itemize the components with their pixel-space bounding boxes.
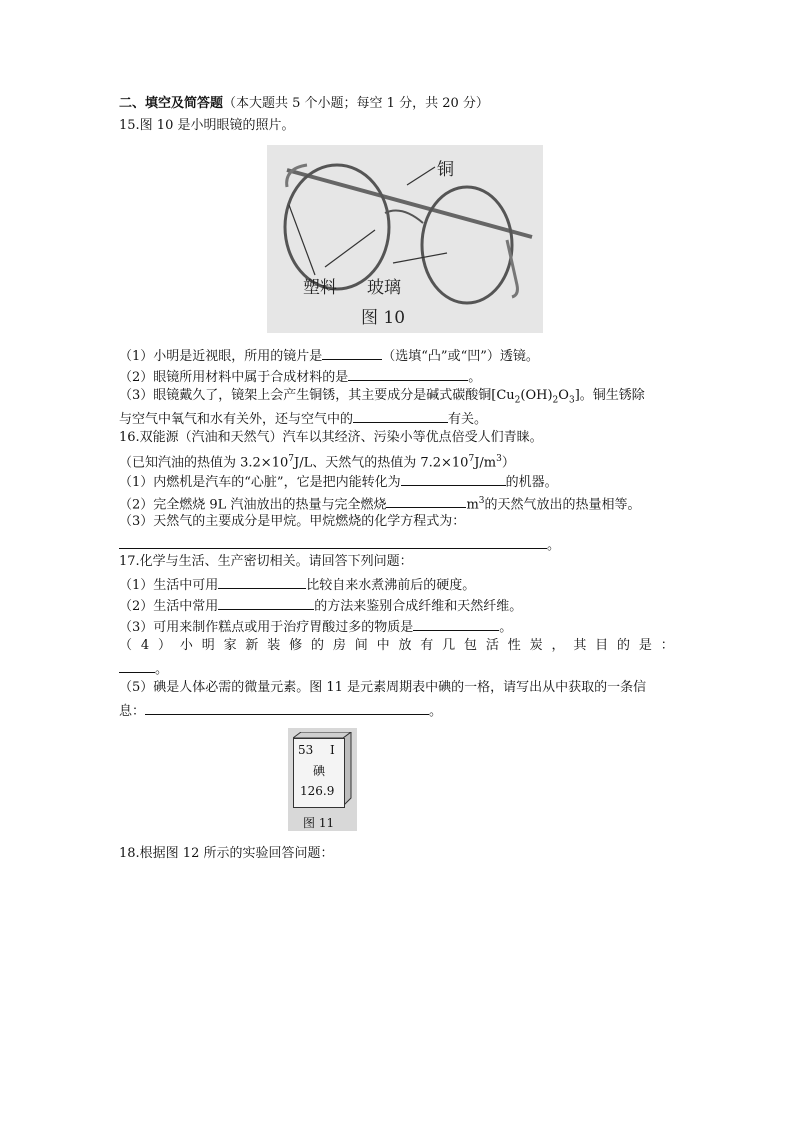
q17-part4-char: 装	[267, 638, 281, 653]
q16-given	[119, 450, 515, 472]
q17-part5: （5）碘是人体必需的微量元素。图 11 是元素周期表中碘的一格，请写出从中获取的一条信	[119, 680, 647, 695]
element-symbol: I	[330, 743, 335, 757]
q17-part4-char: 中	[376, 638, 390, 653]
q17-part4-char: 放	[398, 638, 412, 653]
q17-part4-char: 新	[245, 638, 259, 653]
q17-part4-char: 目	[595, 638, 609, 653]
q17-part5-line2-text: 息：	[119, 704, 146, 719]
q16-blank-1[interactable]	[401, 471, 506, 486]
q16-given-text-d: ）	[501, 455, 515, 471]
q16-blank-2[interactable]	[386, 493, 466, 508]
q15-formula-o: O	[558, 388, 569, 403]
q16-part2	[119, 492, 641, 514]
q15-stem: 15.图 10 是小明眼镜的照片。	[119, 118, 295, 133]
q17-part4-answer-line	[119, 658, 168, 679]
q15-blank-3[interactable]	[353, 408, 448, 423]
q17-blank-2[interactable]	[218, 595, 314, 610]
q17-part5-line2-end: 。	[429, 704, 443, 719]
section-title: 二、填空及简答题	[119, 96, 224, 111]
q17-part1-text: （1）生活中可用	[119, 578, 219, 593]
q16-given-text-b: J/L、天然气的热值为 7.2×10	[293, 455, 469, 471]
q16-part2-text: （2）完全燃烧 9L 汽油放出的热量与完全燃烧	[119, 497, 387, 513]
q16-given-text-c: J/m	[474, 455, 497, 471]
q15-formula-oh: (OH)	[520, 388, 553, 403]
q17-part4-char: 其	[573, 638, 587, 653]
q17-stem: 17.化学与生活、生产密切相关。请回答下列问题：	[119, 554, 413, 569]
q15-blank-2[interactable]	[348, 366, 468, 381]
q15-part1-text-end: （选填“凸”或“凹”）透镜。	[382, 349, 539, 364]
q17-part4-char: ）	[157, 638, 171, 653]
q16-part2-unit: m	[466, 497, 479, 513]
q16-part3-end: 。	[547, 538, 561, 553]
label-copper: 铜	[437, 160, 454, 180]
label-glass: 玻璃	[367, 278, 401, 298]
q17-part4-char: 修	[289, 638, 303, 653]
q17-part4-char: 的	[617, 638, 631, 653]
q17-part4-char: ，	[551, 638, 565, 653]
label-plastic: 塑料	[303, 278, 337, 298]
q16-part2-exp: 3	[478, 496, 485, 506]
q17-part4-char: 房	[332, 638, 346, 653]
figure-11-iodine-element	[288, 728, 357, 831]
element-name: 碘	[313, 764, 326, 778]
q15-part1	[119, 345, 539, 366]
q17-part4-char: 家	[223, 638, 237, 653]
q17-part2	[119, 595, 522, 616]
q15-formula-sub1: 2	[514, 395, 521, 406]
q15-part2-text: （2）眼镜所用材料中属于合成材料的是	[119, 370, 349, 385]
q17-part4-char: 是	[638, 638, 652, 653]
q16-given-exp2: 7	[468, 454, 475, 464]
q17-blank-4[interactable]	[119, 658, 155, 673]
q17-part5-line2	[119, 700, 442, 721]
q17-part4-end: 。	[155, 662, 169, 677]
q15-part3-line2-text: 与空气中氧气和水有关外，还与空气中的	[119, 412, 354, 427]
q17-part4-char: 炭	[529, 638, 543, 653]
q17-part4-char: 的	[311, 638, 325, 653]
q17-part4-char: ：	[660, 638, 674, 653]
q15-part3	[119, 387, 645, 410]
q16-part2-text-end: 的天然气放出的热量相等。	[484, 497, 641, 513]
q17-part3	[119, 616, 512, 637]
q17-part4-char: 明	[201, 638, 215, 653]
section-heading	[119, 95, 489, 113]
q17-part4-char: 包	[464, 638, 478, 653]
q15-part3-line2-end: 有关。	[448, 412, 488, 427]
q16-part3: （3）天然气的主要成分是甲烷。甲烷燃烧的化学方程式为：	[119, 514, 466, 529]
q17-blank-3[interactable]	[413, 616, 499, 631]
q15-part1-text: （1）小明是近视眼，所用的镜片是	[119, 349, 323, 364]
q15-part2	[119, 366, 481, 387]
q17-blank-5[interactable]	[145, 700, 429, 715]
q15-formula-sub3: 3	[568, 395, 575, 406]
q16-blank-3[interactable]	[119, 534, 547, 549]
q16-part3-answer-line	[119, 534, 560, 555]
q17-part4-char: 有	[420, 638, 434, 653]
q17-part4-char: （	[119, 638, 133, 653]
element-cell	[293, 738, 345, 808]
q16-given-exp1: 7	[288, 454, 294, 464]
q17-part2-text: （2）生活中常用	[119, 599, 219, 614]
q15-part3-text-end: ]。铜生锈除	[574, 388, 645, 403]
section-note: （本大题共 5 个小题；每空 1 分，共 20 分）	[223, 96, 489, 111]
atomic-mass: 126.9	[300, 784, 335, 798]
q17-blank-1[interactable]	[218, 574, 306, 589]
q17-part3-text: （3）可用来制作糕点或用于治疗胃酸过多的物质是	[119, 620, 414, 635]
q16-part1	[119, 471, 558, 492]
q16-part1-text-end: 的机器。	[505, 475, 558, 490]
q17-part4-char: 几	[442, 638, 456, 653]
q17-part4	[119, 637, 674, 655]
atomic-number: 53	[298, 743, 314, 757]
q17-part3-text-end: 。	[499, 620, 513, 635]
q17-part4-char: 小	[179, 638, 193, 653]
q16-given-exp3: 3	[496, 454, 502, 464]
figure-10-glasses-photo	[267, 145, 543, 333]
q17-part2-text-end: 的方法来鉴别合成纤维和天然纤维。	[314, 599, 523, 614]
q15-part3-line2	[119, 408, 487, 429]
q15-blank-1[interactable]	[322, 345, 382, 360]
q17-part1-text-end: 比较自来水煮沸前后的硬度。	[306, 578, 476, 593]
q17-part4-char: 间	[354, 638, 368, 653]
q16-part1-text: （1）内燃机是汽车的“心脏”，它是把内能转化为	[119, 475, 401, 490]
q15-part3-text: （3）眼镜戴久了，镜架上会产生铜锈，其主要成分是碱式碳酸铜[Cu	[119, 388, 515, 403]
q17-part4-char: 性	[507, 638, 521, 653]
q15-part2-text-end: 。	[468, 370, 482, 385]
q16-stem: 16.双能源（汽油和天然气）汽车以其经济、污染小等优点倍受人们青睐。	[119, 430, 543, 445]
q18-stem: 18.根据图 12 所示的实验回答问题：	[119, 846, 334, 861]
q15-formula-sub2: 2	[552, 395, 559, 406]
q17-part4-char: 4	[140, 638, 150, 653]
q17-part1	[119, 574, 475, 595]
q16-given-text-a: （已知汽油的热值为 3.2×10	[119, 455, 289, 471]
figure-10-caption: 图 10	[361, 308, 406, 328]
q17-part4-char: 活	[485, 638, 499, 653]
figure-11-caption: 图 11	[303, 816, 335, 830]
